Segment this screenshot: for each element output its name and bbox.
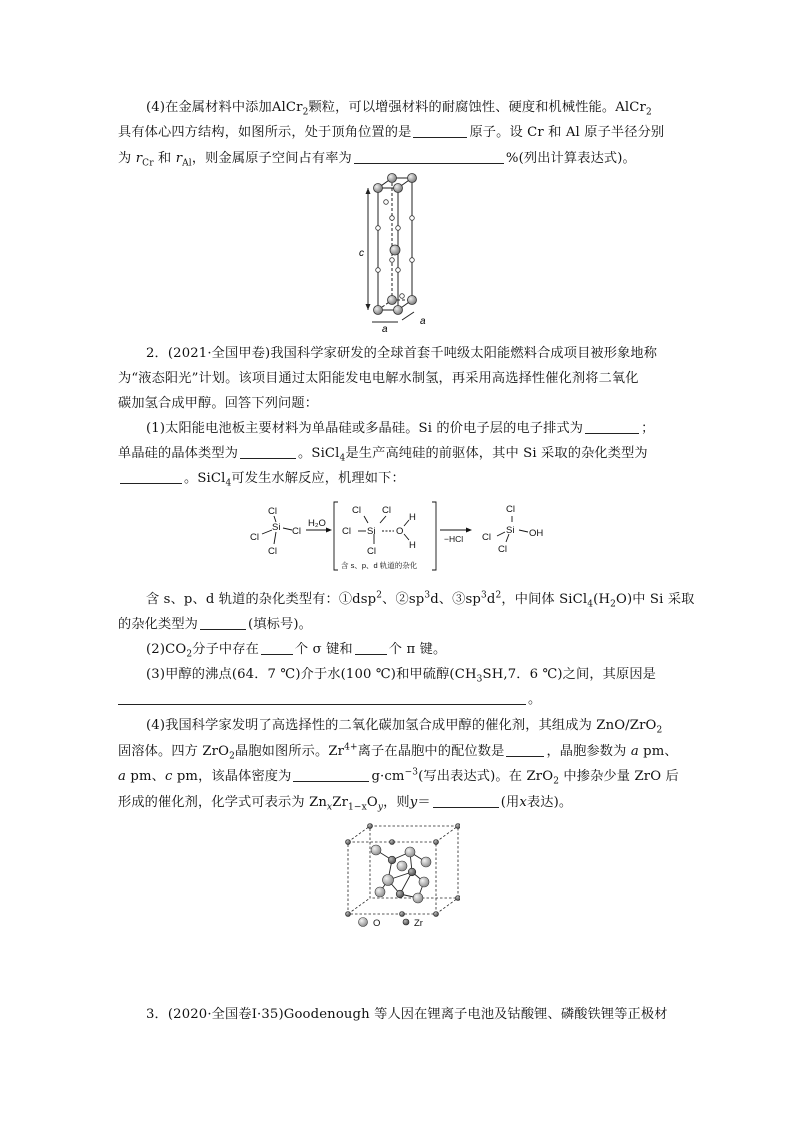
legend-o-label: O bbox=[373, 918, 381, 929]
answer-blank[interactable] bbox=[585, 421, 639, 434]
answer-blank[interactable] bbox=[240, 446, 296, 459]
legend-zr-label: Zr bbox=[414, 918, 423, 929]
svg-text:OH: OH bbox=[529, 528, 544, 539]
label-a: a bbox=[382, 324, 388, 334]
q2-p3-line1: (3)甲醇的沸点(64．7 ℃)介于水(100 ℃)和甲硫醇($CH_3SH,7$．6 ℃)之间，其原因是 bbox=[146, 667, 657, 685]
answer-blank[interactable] bbox=[200, 617, 246, 630]
svg-text:Cl: Cl bbox=[292, 526, 301, 537]
mechanism-caption: 含 s、p、d 轨道的杂化 bbox=[341, 561, 418, 570]
answer-blank[interactable] bbox=[433, 795, 499, 808]
oxygen-legend-icon bbox=[359, 918, 368, 927]
svg-text:Cl: Cl bbox=[268, 506, 277, 517]
answer-blank[interactable] bbox=[120, 471, 182, 484]
q2-p4-line3: a pm、c pm，该晶体密度为 $g\cdot cm^{-3}$(写出表达式)。在 ZrO$_2$ 中掺杂少量 ZrO 后 bbox=[118, 767, 679, 787]
svg-text:O: O bbox=[396, 526, 404, 537]
svg-text:Cl: Cl bbox=[367, 546, 376, 557]
zirconium-legend-icon bbox=[403, 919, 409, 925]
q2-intro-line2: 为“液态阳光”计划。该项目通过太阳能发电电解水制氢，再采用高选择性催化剂将二氧化 bbox=[118, 371, 639, 386]
svg-text:H₂O: H₂O bbox=[308, 518, 326, 529]
answer-blank[interactable] bbox=[506, 744, 544, 757]
svg-text:Cl: Cl bbox=[506, 504, 515, 515]
svg-text:Si: Si bbox=[367, 526, 376, 537]
q1-line1: (4)在金属材料中添加AlCr$_2$颗粒，可以增强材料的耐腐蚀性、硬度和机械性能。AlCr$_2$ bbox=[146, 100, 652, 118]
q2-p3-line2: 。 bbox=[118, 691, 541, 709]
q2-p4-line4: 形成的催化剂，化学式可表示为 $Zn_xZr_{1-x}O_y$，则y＝ (用x表达)。 bbox=[118, 795, 573, 813]
answer-blank[interactable] bbox=[261, 642, 293, 655]
svg-text:Cl: Cl bbox=[250, 532, 259, 543]
q2-p1-line3: 。SiCl$_4$可发生水解反应，机理如下： bbox=[118, 470, 405, 488]
alcr2-unit-cell-figure bbox=[352, 172, 442, 334]
answer-blank[interactable] bbox=[354, 151, 504, 164]
answer-blank[interactable] bbox=[118, 692, 526, 705]
q2-p1-line5: 的杂化类型为 (填标号)。 bbox=[118, 617, 312, 632]
q1-line3: 为 $r_{Cr}$ 和 $r_{Al}$，则金属原子空间占有率为 %(列出计算表达式)。 bbox=[118, 151, 636, 169]
q2-p1-line4: 含 s、p、d 轨道的杂化类型有：①dsp$^2$、$②sp^3d$、$③sp^3d^2$，中间体 $SiCl_4(H_2O)$中 Si 采取 bbox=[146, 590, 695, 610]
q1-line2: 具有体心四方结构，如图所示，处于顶角位置的是 原子。设 Cr 和 Al 原子半径分别 bbox=[118, 125, 665, 140]
answer-blank[interactable] bbox=[413, 125, 467, 138]
svg-text:Si: Si bbox=[506, 525, 515, 536]
label-c: c bbox=[359, 248, 364, 259]
q2-p4-line1: (4)我国科学家发明了高选择性的二氧化碳加氢合成甲醇的催化剂，其组成为 ZnO/ZrO$_2$ bbox=[146, 718, 663, 736]
svg-text:Cl: Cl bbox=[342, 526, 351, 537]
q2-p2: $(2)CO_2$分子中存在 个 σ 键和 个 π 键。 bbox=[146, 642, 447, 660]
zro2-legend bbox=[356, 912, 446, 932]
answer-blank[interactable] bbox=[355, 642, 387, 655]
svg-text:Si: Si bbox=[272, 522, 281, 533]
sicl4-hydrolysis-mechanism bbox=[246, 496, 552, 578]
answer-blank[interactable] bbox=[293, 769, 369, 782]
svg-text:H: H bbox=[409, 540, 416, 551]
svg-text:Cl: Cl bbox=[352, 505, 361, 516]
q2-p1-line2: 单晶硅的晶体类型为 。SiCl$_4$是生产高纯硅的前驱体，其中 Si 采取的杂化类型为 bbox=[118, 446, 648, 464]
svg-text:Cl: Cl bbox=[268, 546, 277, 557]
q2-intro-line3: 碳加氢合成甲醇。回答下列问题： bbox=[118, 396, 319, 411]
q2-p4-line2: 固溶体。四方 ZrO$_2$晶胞如图所示。$Zr^{4+}$离子在晶胞中的配位数是 ，晶胞参数为 a pm、 bbox=[118, 742, 678, 762]
q2-p1-line1: (1)太阳能电池板主要材料为单晶硅或多晶硅。Si 的价电子层的电子排式为 ； bbox=[146, 421, 655, 436]
label-a: a bbox=[420, 316, 426, 327]
svg-text:Cl: Cl bbox=[482, 532, 491, 543]
q2-intro-line1: 2．(2021·全国甲卷)我国科学家研发的全球首套千吨级太阳能燃料合成项目被形象地称 bbox=[146, 346, 658, 361]
svg-text:Cl: Cl bbox=[382, 505, 391, 516]
svg-text:H: H bbox=[409, 512, 416, 523]
svg-text:Cl: Cl bbox=[498, 544, 507, 555]
svg-text:−HCl: −HCl bbox=[444, 534, 464, 544]
q3-line1: 3．(2020·全国卷Ⅰ·35)Goodenough 等人因在锂离子电池及钴酸锂、磷酸铁锂等正极材 bbox=[146, 1007, 668, 1022]
